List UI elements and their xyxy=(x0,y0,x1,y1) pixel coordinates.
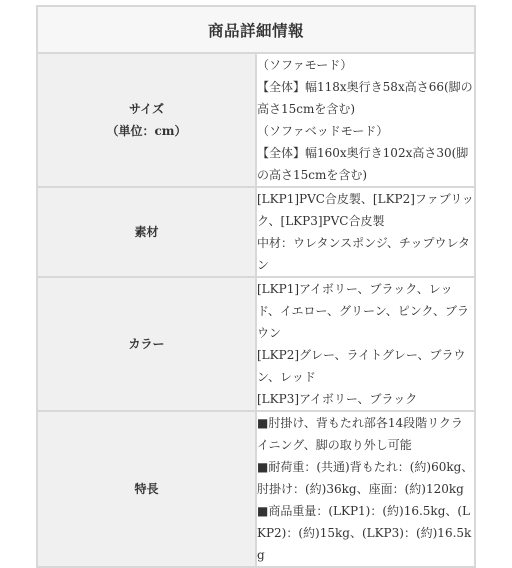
label-line: サイズ xyxy=(128,102,165,116)
table-row-size xyxy=(37,53,475,187)
value-line: ■肘掛け、背もたれ部各14段階リクライニング、脚の取り外し可能 xyxy=(257,416,463,452)
product-spec-table xyxy=(36,5,476,568)
table-row-features xyxy=(37,411,475,567)
label-line: 素材 xyxy=(134,225,159,239)
value-line: [LKP2]グレー、ライトグレー、ブラウン、レッド xyxy=(257,348,466,384)
value-line: [LKP1]アイボリー、ブラック、レッド、イエロー、グリーン、ピンク、ブラウン xyxy=(257,282,470,340)
value-line: 【全体】幅118x奥行き58x高さ66(脚の高さ15cmを含む) xyxy=(257,80,473,116)
value-line: （ソファベッドモード） xyxy=(257,124,389,138)
row-value-size xyxy=(256,53,475,187)
label-line: 特長 xyxy=(134,482,159,496)
value-line: ■商品重量：(LKP1)：(約)16.5kg、(LKP2)：(約)15kg、(LKP3)：(約)16.5kg xyxy=(257,504,472,562)
value-line: [LKP3]アイボリー、ブラック xyxy=(257,392,418,406)
row-value-color xyxy=(256,277,475,411)
table-title: 商品詳細情報 xyxy=(37,6,475,53)
row-value-material xyxy=(256,187,475,277)
value-line: （ソファモード） xyxy=(257,58,353,72)
row-label-features xyxy=(37,411,256,567)
value-line: [LKP1]PVC合皮製、[LKP2]ファブリック、[LKP3]PVC合皮製 xyxy=(257,192,474,228)
label-line: （単位：cm） xyxy=(106,124,187,138)
label-line: カラー xyxy=(128,337,165,351)
value-line: 【全体】幅160x奥行き102x高さ30(脚の高さ15cmを含む) xyxy=(257,146,469,182)
table-row-color xyxy=(37,277,475,411)
value-line: 中材：ウレタンスポンジ、チップウレタン xyxy=(257,236,471,272)
row-label-color xyxy=(37,277,256,411)
row-value-features xyxy=(256,411,475,567)
row-label-material xyxy=(37,187,256,277)
table-row-material xyxy=(37,187,475,277)
row-label-size xyxy=(37,53,256,187)
value-line: ■耐荷重：(共通)背もたれ：(約)60kg、肘掛け：(約)36kg、座面：(約)120kg xyxy=(257,460,474,496)
